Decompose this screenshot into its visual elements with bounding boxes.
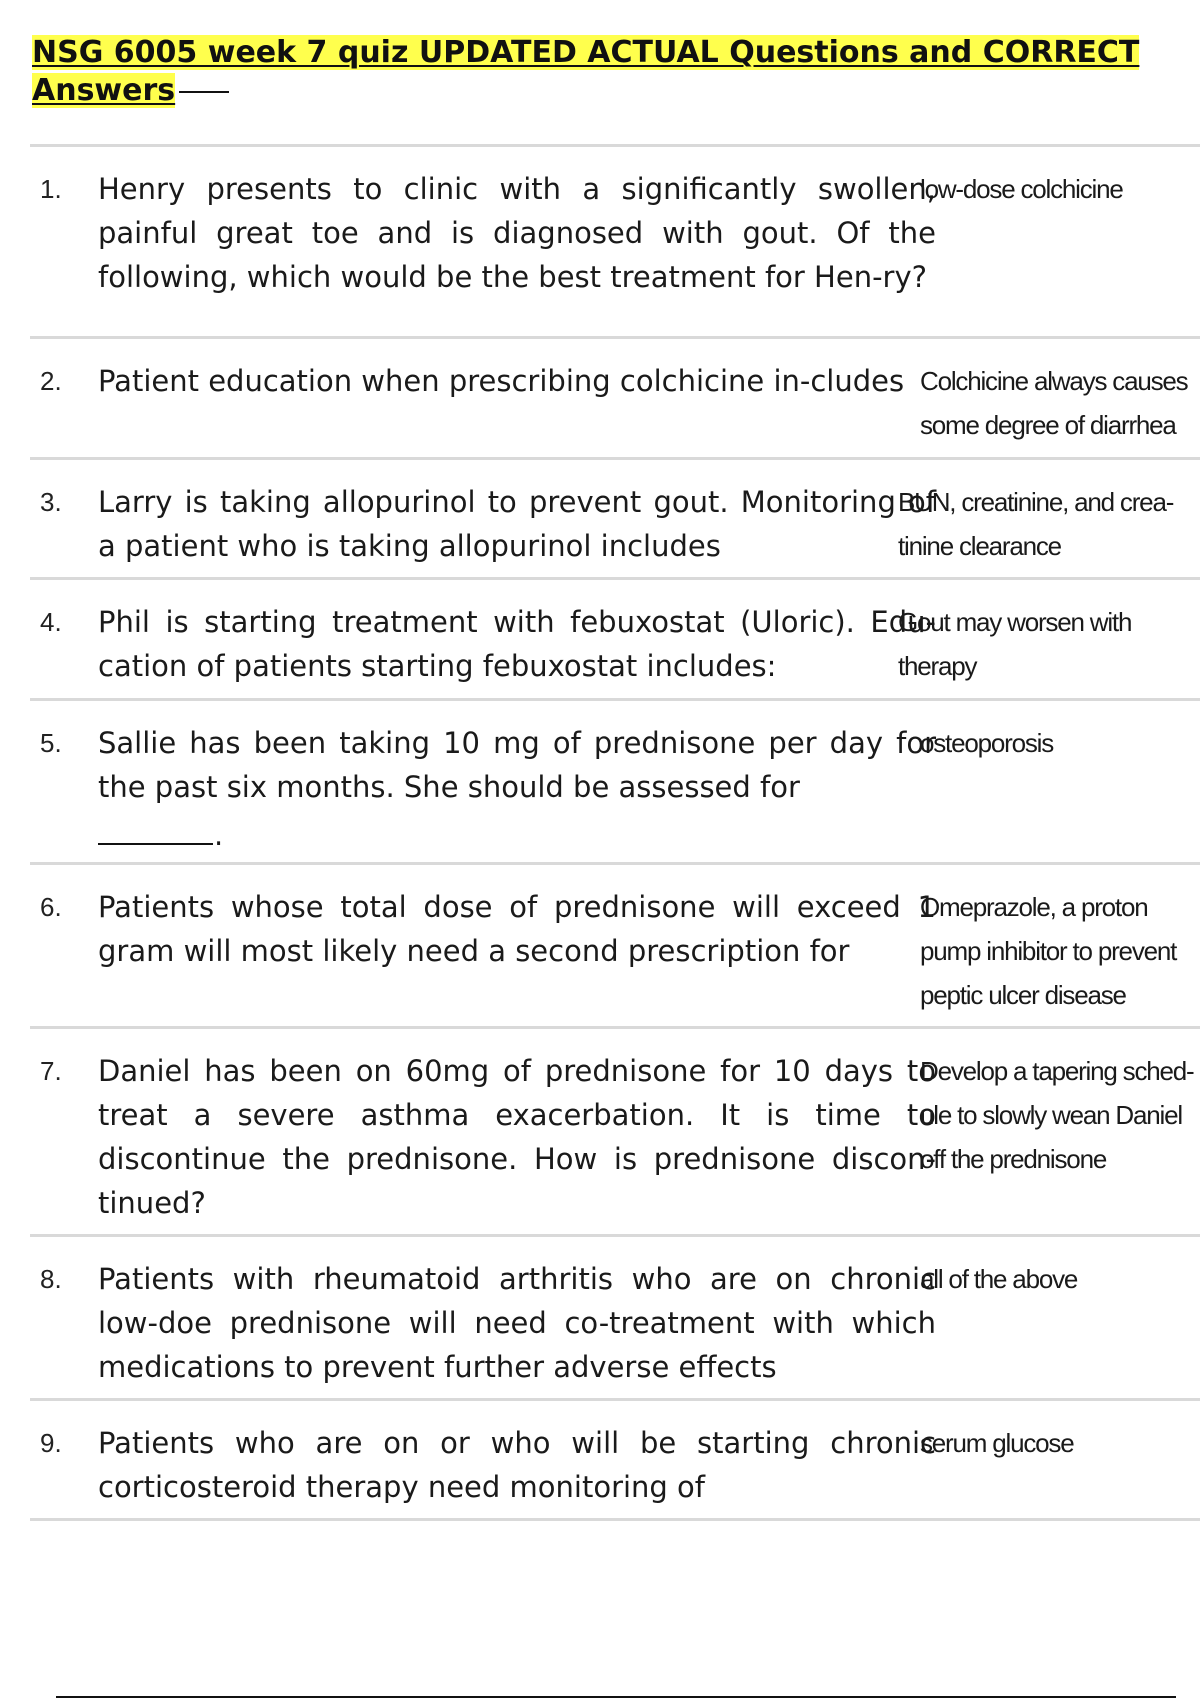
- answer-text: Omeprazole, a proton pump inhibitor to prevent peptic ulcer disease: [920, 892, 1177, 1010]
- footer-rule: [56, 1696, 1176, 1698]
- question-text: Patients who are on or who will be starting chronic corticosteroid therapy need monitoring of: [98, 1426, 936, 1504]
- qa-row-1: [30, 147, 1200, 339]
- question-number: 8.: [40, 1264, 62, 1294]
- qa-row-3: [30, 460, 1200, 580]
- question-text: Larry is taking allopurinol to prevent gout. Monitoring of a patient who is taking allopurinol includes: [98, 485, 936, 563]
- question-text: Daniel has been on 60mg of prednisone for 10 days to treat a severe asthma exacerbation. It is time to discontinue the prednisone. How is prednisone discon-tinued?: [98, 1054, 936, 1220]
- blank-underline: [98, 843, 213, 845]
- qa-row-4: [30, 580, 1200, 701]
- question-number: 6.: [40, 892, 62, 922]
- answer-text: serum glucose: [920, 1428, 1074, 1458]
- answer-text: Colchicine always causes some degree of diarrhea: [920, 366, 1188, 440]
- qa-row-8: [30, 1237, 1200, 1401]
- question-text: Patients with rheumatoid arthritis who are on chronic low-doe prednisone will need co-treatment with which medications to prevent further adverse effects: [98, 1262, 936, 1384]
- question-number: 1.: [40, 174, 62, 204]
- question-text: Patient education when prescribing colchicine in-cludes: [98, 364, 905, 398]
- answer-text: Gout may worsen with therapy: [898, 607, 1132, 681]
- answer-text: all of the above: [920, 1264, 1078, 1294]
- question-text: Henry presents to clinic with a significantly swollen, painful great toe and is diagnosed with gout. Of the following, which would be the best treatment for Hen-ry?: [98, 172, 936, 294]
- question-number: 2.: [40, 366, 62, 396]
- answer-text: low-dose colchicine: [920, 174, 1123, 204]
- answer-text: osteoporosis: [920, 728, 1054, 758]
- answer-text: BUN, creatinine, and crea-tinine clearance: [898, 487, 1174, 561]
- page-title: [32, 34, 1152, 110]
- question-text: Phil is starting treatment with febuxostat (Uloric). Edu-cation of patients starting febuxostat includes:: [98, 605, 936, 683]
- question-tail: .: [214, 818, 224, 852]
- question-number: 3.: [40, 487, 62, 517]
- question-text: Sallie has been taking 10 mg of prednisone per day for the past six months. She should be assessed for: [98, 726, 936, 804]
- question-number: 7.: [40, 1056, 62, 1086]
- question-number: 5.: [40, 728, 62, 758]
- question-block: [98, 721, 936, 857]
- qa-row-5: [30, 701, 1200, 865]
- answer-text: Develop a tapering sched-ule to slowly wean Daniel off the prednisone: [920, 1056, 1194, 1174]
- title-text: NSG 6005 week 7 quiz UPDATED ACTUAL Questions and CORRECT Answers: [32, 35, 1140, 108]
- qa-table: [30, 144, 1200, 1521]
- qa-row-6: [30, 865, 1200, 1029]
- title-rule: [179, 91, 229, 93]
- qa-row-2: [30, 339, 1200, 460]
- qa-row-7: [30, 1029, 1200, 1237]
- question-number: 9.: [40, 1428, 62, 1458]
- question-number: 4.: [40, 607, 62, 637]
- question-text: Patients whose total dose of prednisone will exceed 1 gram will most likely need a second prescription for: [98, 890, 936, 968]
- qa-row-9: [30, 1401, 1200, 1521]
- answer-blank: [98, 813, 936, 857]
